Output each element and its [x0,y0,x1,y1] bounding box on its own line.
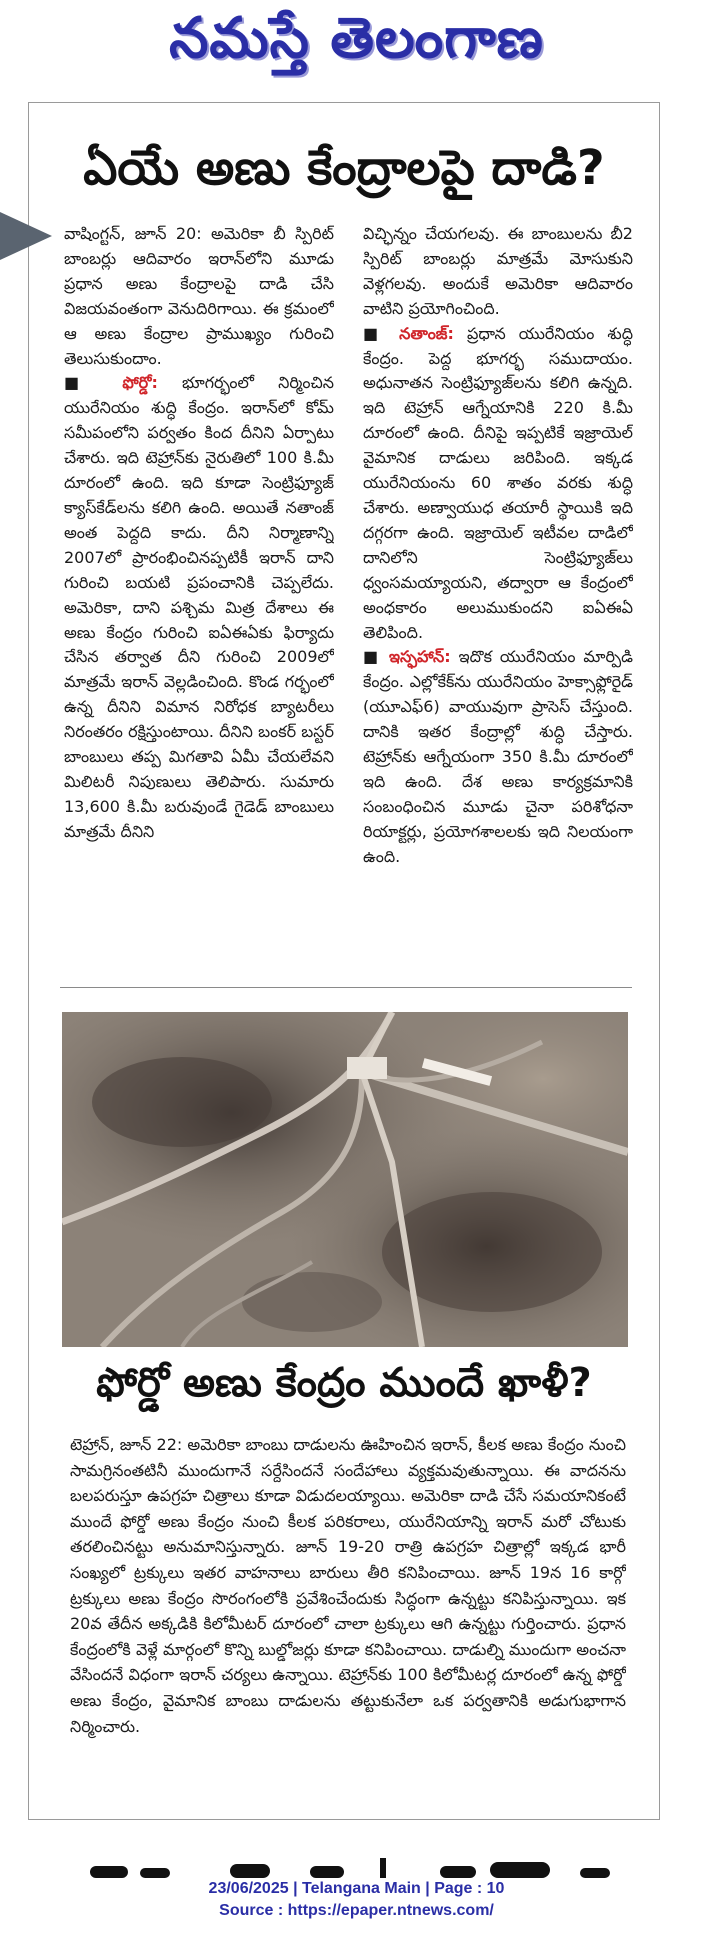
bullet: ■ [363,647,381,667]
paragraph: టెహ్రాన్, జూన్ 22: అమెరికా బాంబు దాడులను ఊహించిన ఇరాన్, కీలక అణు కేంద్రం నుంచి సామగ్రినంతటినీ ముందుగానే సర్దేసిందనే సందేహాలు వ్యక్తమవుతున్నాయి. ఈ వాదనను బలపరుస్తూ ఉపగ్రహ చిత్రాలు కూడా విడుదలయ్యాయి. అమెరికా దాడి చేసే సమయానికంటే ముందే ఫోర్డో అణు కేంద్రం నుంచి కీలక పరికరాలు, యురేనియాన్ని ఇరాన్ మరో చోటుకు తరలించినట్టు అనుమానిస్తున్నారు. జూన్ 19-20 రాత్రి ఉపగ్రహ చిత్రాల్లో ఇక్కడ భారీ సంఖ్యలో ట్రక్కులు ఇతర వాహనాలు బారులు తీరి కనిపించాయి. జూన్ 19న 16 కార్గో ట్రక్కులు అణు కేంద్రం సొరంగంలోకి ప్రవేశించేందుకు సిద్ధంగా ఉన్నట్టు కనిపిస్తున్నాయి. ఇక 20వ తేదీన అక్కడికి కిలోమీటర్ దూరంలో చాలా ట్రక్కులు ఆగి ఉన్నట్టు గుర్తించారు. ప్రధాన కేంద్రంలోకి వెళ్లే మార్గంలో కొన్ని బుల్డోజర్లు కూడా కనిపించాయి. దాడుల్ని ముందుగా అంచనా వేసిందనే విధంగా ఇరాన్ చర్యలు ఉన్నాయి. టెహ్రాన్‌కు 100 కిలోమీటర్ల దూరంలో ఉన్న ఫోర్డో అణు కేంద్రం, వైమానిక బాంబు దాడులను తట్టుకునేలా ఒక పర్వతానికి అడుగుభాగాన నిర్మించారు. [70,1435,626,1736]
cut-off-text-graphic [80,1848,640,1878]
bullet: ■ [64,373,99,393]
article1-right-column [363,222,633,974]
bullet: ■ [363,323,387,343]
footer-source: Source : https://epaper.ntnews.com/ [219,1902,494,1919]
paragraph-text: ప్రధాన యురేనియం శుద్ధి కేంద్రం. పెద్ద భూగర్భ సముదాయం. అధునాతన సెంట్రిఫ్యూజ్‌లను కలిగి ఉన్నది. ఇది టెహ్రాన్ ఆగ్నేయానికి 220 కి.మీ దూరంలో ఉంది. దీనిపై ఇప్పటికే ఇజ్రాయెల్ వైమానిక దాడులు జరిపింది. ఇక్కడ యురేనియంను 60 శాతం వరకు శుద్ధి చేశారు. అణ్వాయుధ తయారీ స్థాయికి ఇది దగ్గరగా ఉంది. ఇజ్రాయెల్ ఇటీవల దాడిలో దానిలోని సెంట్రిఫ్యూజ్‌లు ధ్వంసమయ్యాయని, తద్వారా ఆ కేంద్రంలో అంధకారం అలుముకుందని ఐఏఈఏ తెలిపింది. [363,323,633,642]
keyword: ఫోర్డో: [122,373,158,393]
article1-columns [64,222,634,974]
paragraph: విచ్ఛిన్నం చేయగలవు. ఈ బాంబులను బీ2 స్పిరిట్ బాంబర్లు మాత్రమే మోసుకుని వెళ్లగలవు. అందుకే అమెరికా ఆదివారం వాటిని ప్రయోగించింది. [363,224,633,318]
footer-date-edition: 23/06/2025 | Telangana Main | Page : 10 [208,1880,505,1897]
masthead [0,0,713,78]
masthead-title: నమస్తే తెలంగాణ [169,6,544,71]
keyword: ఇస్ఫహాన్: [388,647,451,667]
paragraph: వాషింగ్టన్, జూన్ 20: అమెరికా బీ స్పిరిట్ బాంబర్లు ఆదివారం ఇరాన్‌లోని మూడు ప్రధాన అణు కేంద్రాలపై దాడి చేసి విజయవంతంగా వెనుదిరిగాయి. ఈ క్రమంలో ఆ అణు కేంద్రాల ప్రాముఖ్యం గురించి తెలుసుకుందాం. [64,224,334,368]
paragraph [363,322,633,646]
article1-left-column [64,222,334,974]
article2-headline: ఫోర్డో అణు కేంద్రం ముందే ఖాళీ? [96,1360,592,1406]
paragraph [363,645,633,869]
footer [0,1878,713,1922]
article1-headline: ఏయే అణు కేంద్రాలపై దాడి? [83,140,605,196]
satellite-photo [62,1012,628,1347]
paragraph-text: భూగర్భంలో నిర్మించిన యురేనియం శుద్ధి కేంద్రం. ఇరాన్‌లో కోమ్ సమీపంలోని పర్వతం కింద దీనిని ఏర్పాటు చేశారు. ఇది టెహ్రాన్‌కు నైరుతిలో 100 కి.మీ దూరంలో ఉంది. ఇది కూడా సెంట్రిఫ్యూజ్ క్యాస్‌కేడ్‌లను కలిగి ఉంది. అయితే నతాంజ్ అంత పెద్దది కాదు. దీని నిర్మాణాన్ని 2007లో ప్రారంభించినప్పటికీ ఇరాన్ దాని గురించి బయటి ప్రపంచానికి చెప్పలేదు. అమెరికా, దాని పశ్చిమ మిత్ర దేశాలు ఈ అణు కేంద్రం గురించి ఐఏఈఏకు ఫిర్యాదు చేసిన తర్వాత దీని గురించి 2009లో మాత్రమే ఇరాన్ వెల్లడించింది. కొండ గర్భంలో ఉన్న దీనిని విమాన నిరోధక బ్యాటరీలు నిరంతరం రక్షిస్తుంటాయి. దీనిని బంకర్ బస్టర్ బాంబులు తప్ప మిగతావి ఏమీ చేయలేవని మిలిటరీ నిపుణులు తెలిపారు. సుమారు 13,600 కి.మీ బరువుండే గైడెడ్ బాంబులు మాత్రమే దీనిని [64,373,334,841]
paragraph [64,371,334,844]
divider [60,987,632,988]
paragraph-text: ఇదొక యురేనియం మార్పిడి కేంద్రం. ఎల్లోకేక్‌ను యురేనియం హెక్సాఫ్లోరైడ్ (యూఎఫ్6) వాయువుగా ప్రాసెస్ చేస్తుంది. దానికి ఇతర కేంద్రాల్లో శుద్ధి చేస్తారు. టెహ్రాన్‌కు ఆగ్నేయంగా 350 కి.మీ దూరంలో ఇది ఉంది. దేశ అణు కార్యక్రమానికి సంబంధించిన మూడు చైనా పరిశోధనా రియాక్టర్లు, ప్రయోగశాలలకు ఇది నిలయంగా ఉంది. [363,647,633,866]
aircraft-graphic [0,212,52,260]
cut-off-headline-fragment [80,1848,640,1878]
satellite-image-graphic [62,1012,628,1347]
article2-body [70,1432,626,1802]
keyword: నతాంజ్: [399,323,454,343]
